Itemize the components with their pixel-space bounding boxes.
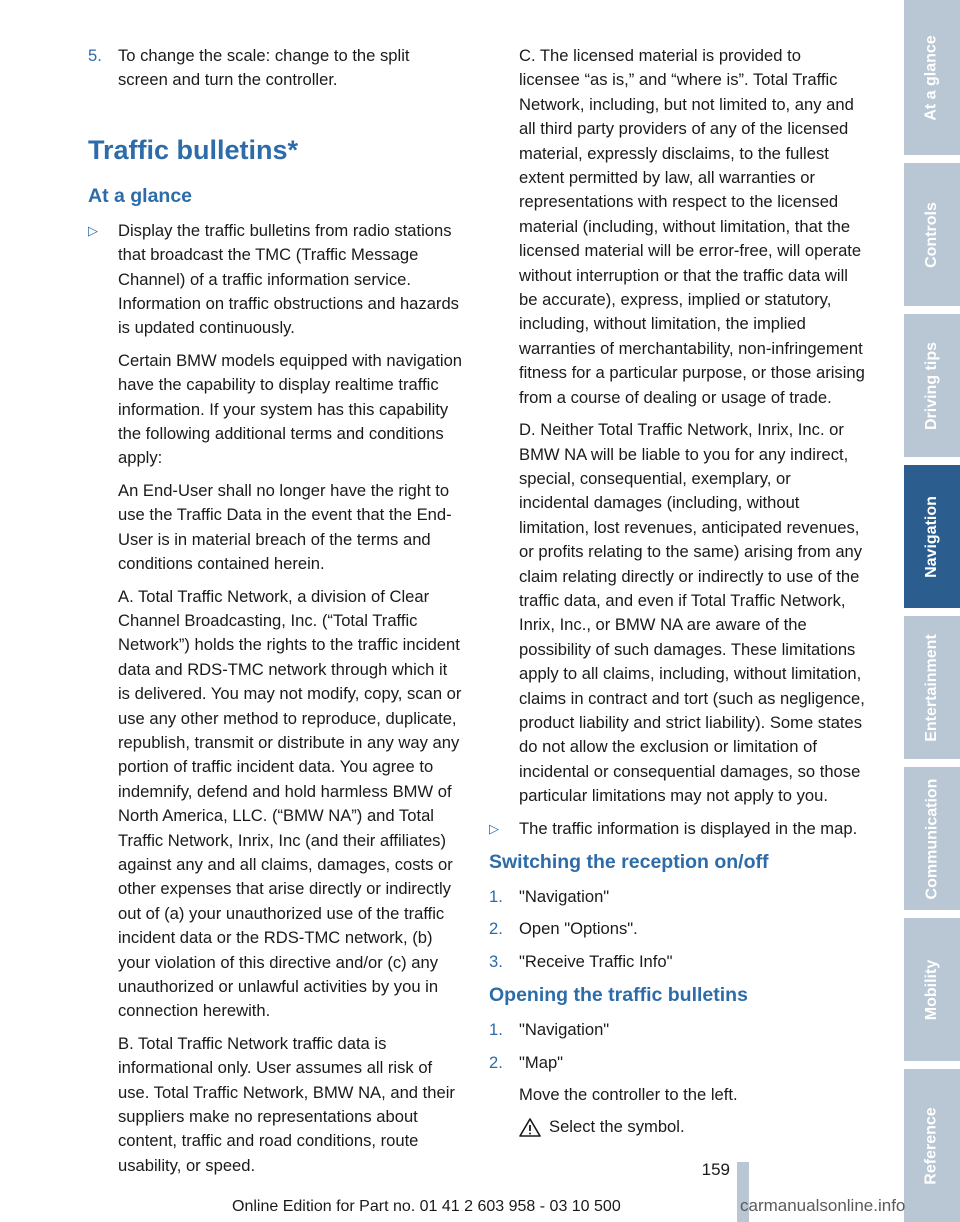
step-item <box>489 1018 865 1042</box>
bullet-triangle-icon: ▷ <box>489 820 499 836</box>
sidebar-tab-entertainment[interactable] <box>904 616 960 759</box>
select-symbol-text: Select the symbol. <box>549 1117 685 1137</box>
page-number: 159 <box>701 1160 730 1179</box>
paragraph-terms-a: A. Total Traffic Network, a division of Clear Channel Broadcasting, Inc. (“Total Traffic Network”) holds the rights to the traffic incident data and RDS-TMC network through which it is delivered. You may not modify, copy, scan or use any other method to reproduce, duplicate, republish, transmit or distribute in any way any portion of traffic incident data. You agree to indemnify, defend and hold harmless BMW of North America, LLC. (“BMW NA”) and Total Traffic Network, Inrix, Inc (and their affiliates) against any and all claims, damages, costs or other expenses that arise directly or indirectly out of (a) your unauthorized use of the traffic incident data or the RDS-TMC network, (b) your violation of this directive and/or (c) any unauthorized or unlawful activities by you in connection herewith. <box>118 586 462 1021</box>
watermark: carmanualsonline.info <box>740 1196 906 1215</box>
sidebar-tab-label: At a glance <box>923 34 941 121</box>
sidebar-tab-label: Controls <box>923 201 940 268</box>
step-number: 1. <box>489 1020 503 1040</box>
sidebar-tab-label: Mobility <box>923 959 940 1020</box>
select-symbol-line <box>519 1115 865 1139</box>
footer-edition: Online Edition for Part no. 01 41 2 603 958 - 03 10 500 <box>232 1198 621 1215</box>
paragraph-terms-d: D. Neither Total Traffic Network, Inrix, Inc. or BMW NA will be liable to you for any indirect, special, consequential, exemplary, or incidental damages (including, without limitation, lost revenues, anticipated revenues, or profits relating to the same) arising from any claim relating directly or indirectly to use of the traffic data, and even if Total Traffic Network, Inrix, Inc., or BMW NA are aware of the possibility of such damages. These limitations apply to all claims, including, without limitation, claims in contract and tort (such as negligence, product liability and strict liability). Some states do not allow the exclusion or limitation of incidental or consequential damages, so those particular limitations may not apply to you. <box>519 420 865 806</box>
bullet-triangle-icon: ▷ <box>88 222 98 238</box>
sidebar-tab-navigation[interactable] <box>904 465 960 608</box>
bullet-item <box>88 219 463 341</box>
step-number: 3. <box>489 951 503 971</box>
step-item <box>489 950 865 974</box>
subsection-title-switching: Switching the reception on/off <box>489 851 769 873</box>
bullet-text: Display the traffic bulletins from radio stations that broadcast the TMC (Traffic Message Channel) of a traffic information service. Information on traffic obstructions and hazards is updated continuously. <box>118 220 459 338</box>
step-number: 2. <box>489 1052 503 1072</box>
step-text: "Receive Traffic Info" <box>519 951 673 971</box>
step-number: 1. <box>489 887 503 906</box>
sidebar-tab-controls[interactable] <box>904 163 960 306</box>
step-number: 2. <box>489 919 503 939</box>
paragraph-terms-c: C. The licensed material is provided to licensee “as is,” and “where is”. Total Traffic Network, including, but not limited to, any and all third party providers of any of the licensed material, expressly disclaims, to the fullest extent permitted by law, all warranties or representations with respect to the licensed material (including, without limitation, that the licensed material will be error-free, will operate without interruption or that the traffic data will be accurate), express, implied or statutory, including, without limitation, the implied warranties of merchantability, non-infringement fitness for a particular purpose, or those arising from a course of dealing or usage of trade. <box>519 46 865 407</box>
step-text: To change the scale: change to the split screen and turn the controller. <box>118 46 410 90</box>
sidebar-tab-label: Entertainment <box>923 633 941 742</box>
sidebar-tab-driving-tips[interactable] <box>904 314 960 457</box>
step-item <box>489 1051 865 1075</box>
sidebar-tab-communication[interactable] <box>904 767 960 910</box>
left-column <box>88 44 463 1186</box>
step-item <box>489 885 865 909</box>
sidebar-tab-at-a-glance[interactable] <box>904 0 960 155</box>
paragraph-move-controller: Move the controller to the left. <box>519 1085 738 1105</box>
subsection-title-at-a-glance: At a glance <box>88 184 193 207</box>
step-number: 5. <box>88 46 102 65</box>
sidebar-tab-label: Navigation <box>923 495 941 578</box>
chapter-sidebar <box>904 0 960 1222</box>
sidebar-tab-label: Reference <box>923 1106 940 1185</box>
paragraph-end-user: An End-User shall no longer have the right to use the Traffic Data in the event that the End-User is in material breach of the terms and conditions contained herein. <box>118 480 452 574</box>
sidebar-tab-label: Communication <box>923 778 941 899</box>
step-item-5 <box>88 44 463 93</box>
paragraph-terms-b: B. Total Traffic Network traffic data is informational only. User assumes all risk of use. Total Traffic Network, BMW NA, and their suppliers make no representations about content, traffic and road conditions, route usability, or speed. <box>118 1033 455 1175</box>
bullet-text: The traffic information is displayed in the map. <box>519 818 858 838</box>
right-column <box>489 44 865 1148</box>
step-item <box>489 917 865 941</box>
step-text: "Navigation" <box>519 1020 610 1040</box>
bullet-item <box>489 817 865 841</box>
step-text: Open "Options". <box>519 919 638 939</box>
warning-triangle-icon <box>519 1118 541 1137</box>
section-title: Traffic bulletins* <box>88 134 299 165</box>
sidebar-tab-mobility[interactable] <box>904 918 960 1061</box>
step-text: "Map" <box>519 1052 564 1072</box>
paragraph-capability: Certain BMW models equipped with navigation have the capability to display realtime traffic information. If your system has this capability the following additional terms and conditions apply: <box>118 350 463 468</box>
subsection-title-opening: Opening the traffic bulletins <box>489 984 748 1007</box>
step-text: "Navigation" <box>519 887 610 906</box>
sidebar-tab-label: Driving tips <box>923 341 941 430</box>
sidebar-tab-reference[interactable] <box>904 1069 960 1222</box>
